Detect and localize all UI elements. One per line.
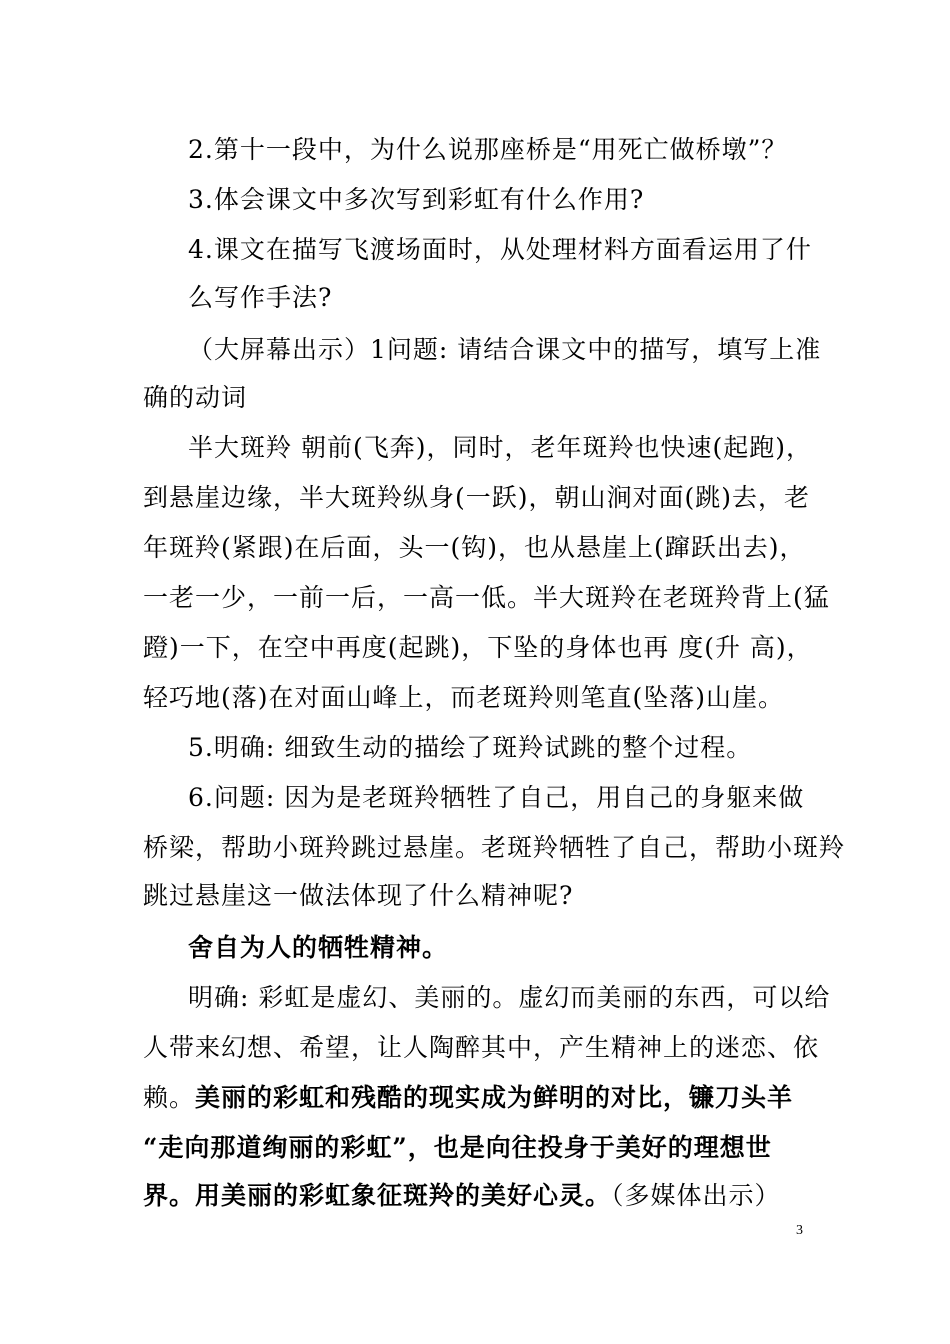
- rainbow-line-2: 人带来幻想、希望，让人陶醉其中，产生精神上的迷恋、依: [143, 1033, 820, 1062]
- question-2: 2.第十一段中，为什么说那座桥是“用死亡做桥墩”？: [188, 135, 788, 164]
- screen-prompt-line-2: 确的动词: [143, 383, 248, 412]
- verbs-passage-line-4: 一老一少，一前一后，一高一低。半大斑羚在老斑羚背上(猛: [143, 583, 830, 612]
- rainbow-line-3-plain: 赖。: [143, 1083, 196, 1112]
- question-6-line-1: 6.问题: 因为是老斑羚牺牲了自己，用自己的身躯来做: [188, 783, 805, 812]
- verbs-passage-line-3: 年斑羚(紧跟)在后面，头一(钩)，也从悬崖上(蹿跃出去)，: [143, 533, 806, 562]
- question-4-line-1: 4.课文在描写飞渡场面时，从处理材料方面看运用了什: [188, 235, 812, 264]
- rainbow-line-3: [143, 1082, 793, 1114]
- question-6-line-2: 桥梁，帮助小斑羚跳过悬崖。老斑羚牺牲了自己，帮助小斑羚: [143, 833, 846, 862]
- verbs-passage-line-6: 轻巧地(落)在对面山峰上，而老斑羚则笔直(坠落)山崖。: [143, 683, 785, 712]
- screen-prompt-line-1: （大屏幕出示）1问题: 请结合课文中的描写，填写上准: [188, 335, 822, 364]
- rainbow-line-5-plain: （多媒体出示）: [611, 1181, 781, 1210]
- rainbow-line-1: 明确: 彩虹是虚幻、美丽的。虚幻而美丽的东西，可以给: [188, 983, 831, 1012]
- question-6-line-3: 跳过悬崖这一做法体现了什么精神呢?: [143, 881, 574, 910]
- rainbow-line-4: “走向那道绚丽的彩虹”，也是向往投身于美好的理想世: [143, 1133, 772, 1162]
- question-4-line-2: 么写作手法?: [188, 283, 333, 312]
- question-3: 3.体会课文中多次写到彩虹有什么作用?: [188, 185, 645, 214]
- clarification-5: 5.明确: 细致生动的描绘了斑羚试跳的整个过程。: [188, 733, 753, 762]
- verbs-passage-line-5: 蹬)一下，在空中再度(起跳)，下坠的身体也再 度(升 高)，: [143, 633, 813, 662]
- page-number: 3: [796, 1223, 803, 1238]
- answer-6: 舍自为人的牺牲精神。: [188, 933, 449, 962]
- rainbow-line-5-bold: 界。用美丽的彩虹象征斑羚的美好心灵。: [143, 1181, 612, 1210]
- verbs-passage-line-2: 到悬崖边缘，半大斑羚纵身(一跃)，朝山涧对面(跳)去，老: [143, 483, 811, 512]
- rainbow-line-3-bold: 美丽的彩虹和残酷的现实成为鲜明的对比，镰刀头羊: [195, 1083, 794, 1112]
- rainbow-line-5: [143, 1180, 781, 1212]
- verbs-passage-line-1: 半大斑羚 朝前(飞奔)，同时，老年斑羚也快速(起跑)，: [188, 433, 812, 462]
